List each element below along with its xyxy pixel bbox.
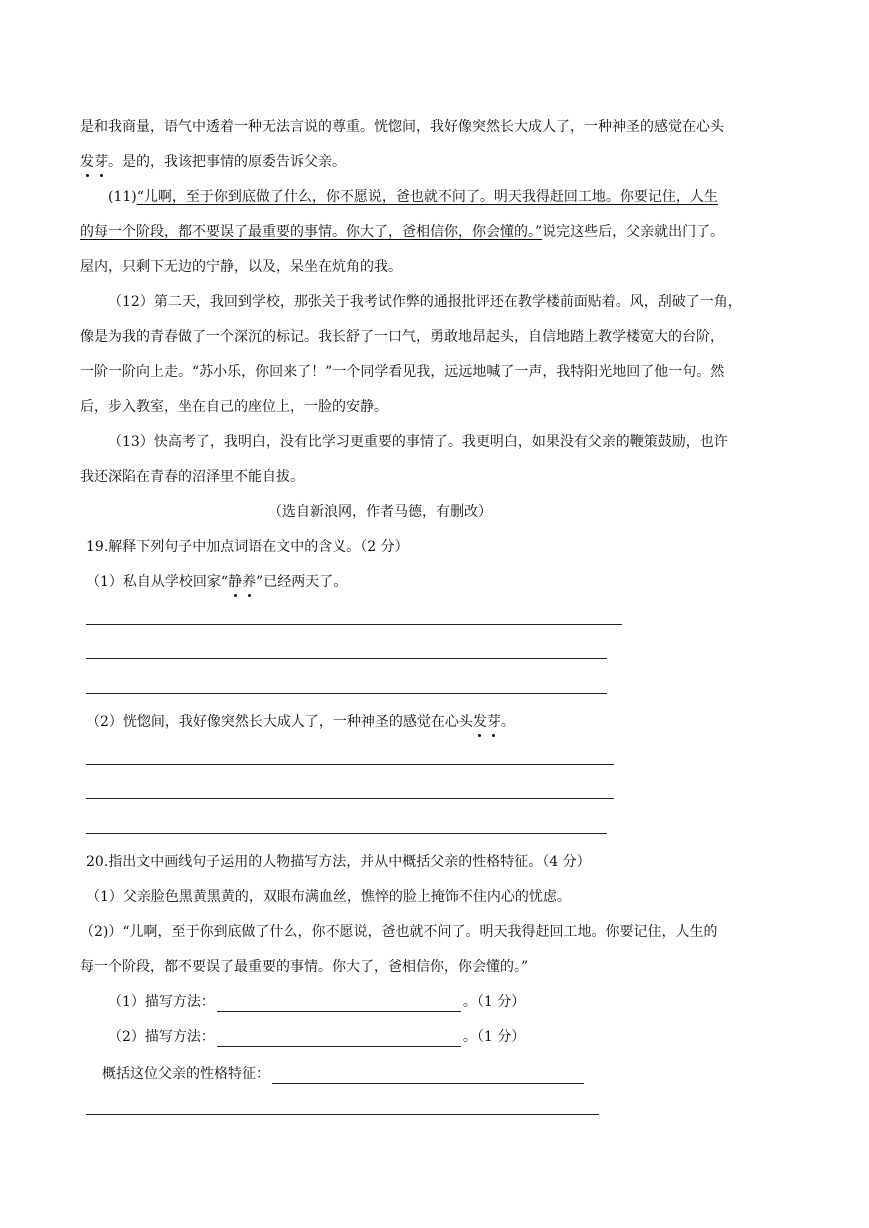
answer-line[interactable]	[86, 658, 607, 659]
emphasis-char: 发	[80, 154, 94, 170]
paragraph-number: (11)	[108, 189, 137, 205]
answer-line[interactable]	[86, 833, 607, 834]
sentence-text: （2）恍惚间，我好像突然长大成人了，一种神圣的感觉在心头	[86, 714, 473, 730]
answer-line[interactable]	[86, 798, 614, 799]
answer-line[interactable]	[86, 1114, 599, 1115]
question-20-sentence-2-line2: 每一个阶段，都不要误了最重要的事情。你大了，爸相信你，你会懂的。”	[80, 959, 529, 975]
answer-line[interactable]	[86, 624, 622, 625]
answer-row-1	[108, 992, 525, 1012]
emphasis-char: 发	[472, 714, 487, 730]
emphasis-char: 芽	[486, 714, 501, 730]
answer-row-3	[102, 1064, 586, 1084]
answer-blank[interactable]	[217, 995, 461, 1012]
answer-line[interactable]	[86, 764, 614, 765]
answer-line[interactable]	[86, 693, 607, 694]
emphasis-char: 静	[228, 574, 243, 590]
question-20-sentence-1: （1）父亲脸色黑黄黑黄的，双眼布满血丝，憔悴的脸上掩饰不住内心的忧虑。	[86, 889, 571, 905]
passage-p11-line2	[80, 222, 724, 242]
answer-label: （1）描写方法：	[108, 994, 215, 1010]
passage-p11-line1	[108, 187, 718, 207]
passage-p10-line2	[80, 152, 346, 172]
answer-label: （2）描写方法：	[108, 1029, 215, 1045]
sentence-text: （1）私自从学校回家“	[86, 574, 229, 590]
sentence-text: 。	[500, 714, 515, 730]
passage-p11-line3: 屋内，只剩下无边的宁静，以及，呆坐在炕角的我。	[80, 259, 402, 275]
answer-blank[interactable]	[217, 1030, 461, 1047]
passage-p12-line3: 一阶一阶向上走。“苏小乐，你回来了！”一个同学看见我，远远地喊了一声，我特阳光地回了他一句。然	[80, 364, 725, 380]
passage-p13-line2: 我还深陷在青春的沼泽里不能自拔。	[80, 469, 304, 485]
underlined-sentence: “儿啊，至于你到底做了什么，你不愿说，爸也就不问了。明天我得赶回工地。你要记住，人生	[136, 189, 718, 205]
question-19-sentence-1	[86, 572, 347, 592]
question-19-title: 19.解释下列句子中加点词语在文中的含义。（2 分）	[86, 539, 409, 555]
passage-text: 说完这些后，父亲就出门了。	[542, 224, 725, 240]
passage-p12-line2: 像是为我的青春做了一个深沉的标记。我长舒了一口气，勇敢地昂起头，自信地踏上教学楼宽大的台阶，	[80, 329, 724, 345]
passage-p12-line1: （12）第二天，我回到学校，那张关于我考试作弊的通报批评还在教学楼前面贴着。风，刮破了一角，	[108, 294, 742, 310]
underlined-sentence: 的每一个阶段，都不要误了最重要的事情。你大了，爸相信你，你会懂的。”	[80, 224, 543, 240]
question-19-sentence-2	[86, 712, 515, 732]
score-note: 。（1 分）	[462, 1029, 526, 1045]
sentence-text: ”已经两天了。	[256, 574, 348, 590]
passage-p12-line4: 后，步入教室，坐在自己的座位上，一脸的安静。	[80, 399, 388, 415]
passage-p10-line1: 是和我商量，语气中透着一种无法言说的尊重。恍惚间，我好像突然长大成人了，一种神圣的感觉在心头	[80, 119, 724, 135]
answer-row-2	[108, 1027, 525, 1047]
passage-source: （选自新浪网，作者马德，有删改）	[268, 504, 492, 520]
passage-p13-line1: （13）快高考了，我明白，没有比学习更重要的事情了。我更明白，如果没有父亲的鞭策鼓励，也许	[108, 434, 728, 450]
answer-blank[interactable]	[272, 1067, 584, 1084]
emphasis-char: 芽	[94, 154, 108, 170]
question-20-title: 20.指出文中画线句子运用的人物描写方法，并从中概括父亲的性格特征。（4 分）	[86, 854, 591, 870]
answer-label: 概括这位父亲的性格特征：	[102, 1066, 270, 1082]
passage-text: 。是的，我该把事情的原委告诉父亲。	[108, 154, 346, 170]
question-20-sentence-2-line1: （2)）“儿啊，至于你到底做了什么，你不愿说，爸也就不问了。明天我得赶回工地。你要记住，人生的	[80, 924, 718, 940]
score-note: 。（1 分）	[462, 994, 526, 1010]
emphasis-char: 养	[242, 574, 257, 590]
